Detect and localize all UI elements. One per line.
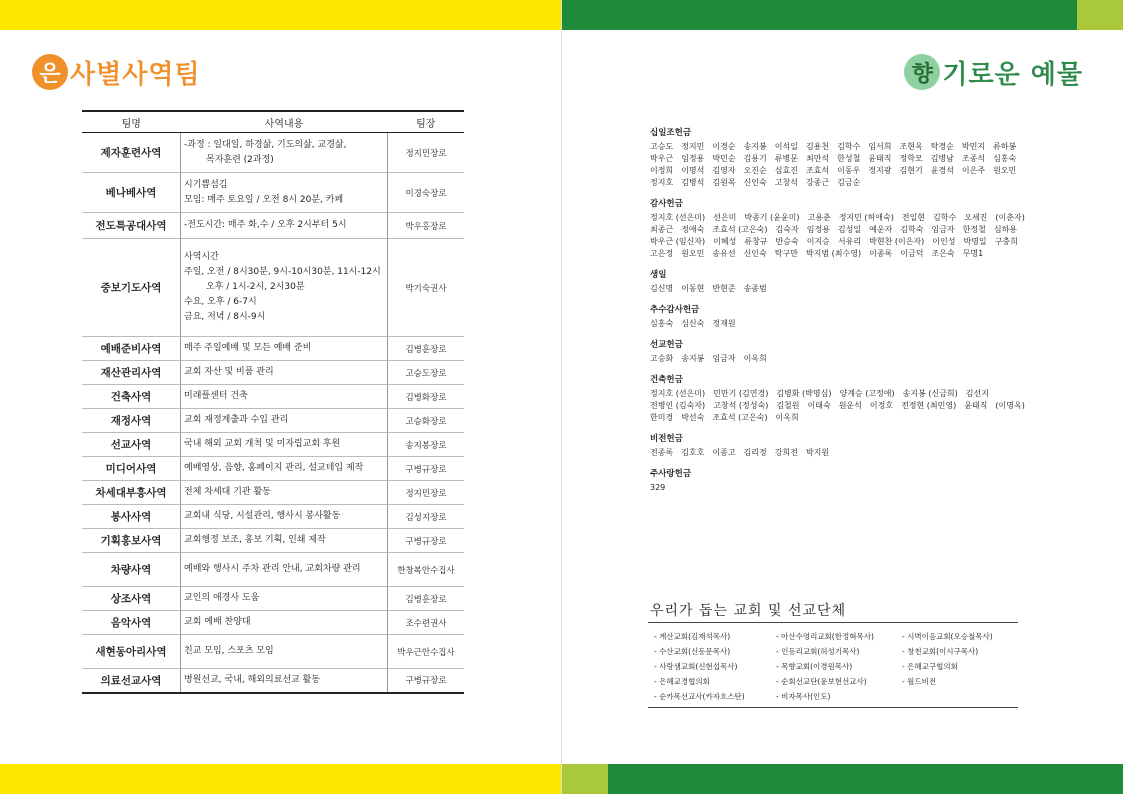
donor-name: 심하용 xyxy=(993,225,1018,234)
donor-name: 329 xyxy=(650,483,666,492)
donor-name: 조종석 xyxy=(961,154,986,163)
donor-name: 김성일 xyxy=(837,225,862,234)
donor-name: 이명석 xyxy=(681,166,705,175)
donor-name: 전일현 xyxy=(901,213,926,222)
team-name: 기획홍보사역 xyxy=(82,529,181,553)
team-leader: 구병규장로 xyxy=(388,529,465,553)
table-row xyxy=(82,587,464,611)
donor-name: 고은정 xyxy=(650,249,674,258)
offering-group-title: 추수감사헌금 xyxy=(650,305,700,315)
donor-name: 이은주 xyxy=(961,166,986,175)
ministry-table xyxy=(82,110,464,694)
support-item: - 아산수영리교회(한정혁목사) xyxy=(776,632,874,641)
title-circle-right: 향 xyxy=(904,54,940,90)
support-column-3 xyxy=(902,629,993,689)
team-leader: 고승화장로 xyxy=(388,409,465,433)
content-line: 교회행정 보조, 홍보 기획, 인쇄 제작 xyxy=(184,535,326,545)
support-item: - 은혜교경협의회 xyxy=(654,677,710,686)
donor-name: 한성철 xyxy=(837,154,861,163)
support-list xyxy=(648,622,1018,708)
team-content xyxy=(181,669,388,693)
team-content xyxy=(181,635,388,669)
team-content xyxy=(181,529,388,553)
donor-name: 조효석 xyxy=(805,166,830,175)
donor-name: 예운자 xyxy=(869,225,893,234)
donor-name: 송유선 xyxy=(712,249,736,258)
donor-name: 전정현 (최민영) xyxy=(901,401,957,410)
table-row xyxy=(82,481,464,505)
donor-name: 김철원 xyxy=(776,401,800,410)
donor-name: 송종범 xyxy=(743,284,767,293)
team-content xyxy=(181,611,388,635)
donor-name: 임정용 xyxy=(806,225,830,234)
donor-name: 이정희 xyxy=(650,166,674,175)
donor-name: 양계승 (고정애) xyxy=(839,389,895,398)
support-item: - 시벽이음교회(오승철목사) xyxy=(902,632,993,641)
team-content xyxy=(181,361,388,385)
title-circle-left: 은 xyxy=(32,54,68,90)
team-content xyxy=(181,213,388,239)
content-line: 교회 예배 찬양대 xyxy=(184,617,251,627)
right-page-title xyxy=(904,50,1083,94)
donor-name: 정애숙 xyxy=(681,225,705,234)
donor-name: 박민지 xyxy=(961,142,986,151)
header-team: 팀명 xyxy=(82,111,181,133)
content-line: -과정 : 일대일, 하경삶, 기도의삶, 교경삶, xyxy=(184,139,347,150)
team-content xyxy=(181,385,388,409)
donor-name: 박현찬 (이은자) xyxy=(869,237,925,246)
content-line: 예배영상, 음향, 홈페이지 관리, 설교테입 제작 xyxy=(184,463,364,473)
offering-group-title: 감사헌금 xyxy=(650,199,683,209)
content-line: 국내 해외 교회 개척 및 미자립교회 후원 xyxy=(184,439,341,449)
offering-groups xyxy=(650,126,1050,502)
team-leader: 한창복안수집사 xyxy=(388,553,465,587)
team-content xyxy=(181,173,388,213)
offering-group xyxy=(650,373,1050,424)
table-row xyxy=(82,173,464,213)
offering-group xyxy=(650,126,1050,189)
donor-name: 김리정 xyxy=(743,448,767,457)
donor-name: 이경순 xyxy=(712,142,736,151)
table-row xyxy=(82,611,464,635)
donor-name: 고창석 xyxy=(774,178,798,187)
team-name: 차량사역 xyxy=(82,553,181,587)
donor-name: 신인숙 xyxy=(743,249,767,258)
donor-name: 이옥희 xyxy=(775,413,799,422)
team-name: 중보기도사역 xyxy=(82,239,181,337)
donor-name: 구충희 xyxy=(994,237,1018,246)
donor-name: 류병문 xyxy=(774,154,798,163)
donor-name: 김학숙 xyxy=(900,225,924,234)
donor-name: 김용천 xyxy=(805,142,830,151)
donor-name: 최만석 xyxy=(805,154,830,163)
table-header-row xyxy=(82,111,464,133)
donor-name: 정지광 xyxy=(868,166,892,175)
header-leader: 팀장 xyxy=(388,111,465,133)
table-row xyxy=(82,529,464,553)
donor-name: 원오민 xyxy=(681,249,705,258)
team-name: 봉사사역 xyxy=(82,505,181,529)
donor-name: 정지호 xyxy=(650,178,674,187)
team-content xyxy=(181,337,388,361)
donor-name: 김금순 xyxy=(837,178,861,187)
bottom-bar-lightgreen xyxy=(562,764,608,794)
team-name: 음악사역 xyxy=(82,611,181,635)
team-name: 베나베사역 xyxy=(82,173,181,213)
team-leader: 정지민장로 xyxy=(388,481,465,505)
donor-name: 김현기 xyxy=(899,166,923,175)
page-gutter xyxy=(561,0,562,794)
donor-name: 김원목 xyxy=(712,178,736,187)
donor-name: 전병인 (김숙자) xyxy=(650,401,706,410)
donor-name: 강종근 xyxy=(805,178,830,187)
team-leader: 김병화장로 xyxy=(388,385,465,409)
offering-group-title: 십일조헌금 xyxy=(650,128,692,138)
donor-name: 임금자 xyxy=(712,354,736,363)
table-row xyxy=(82,409,464,433)
support-column-2 xyxy=(776,629,874,704)
donor-name: 윤태직 xyxy=(964,401,988,410)
offering-group xyxy=(650,197,1050,260)
content-line: 목자훈련 (2과정) xyxy=(206,154,274,165)
team-content xyxy=(181,505,388,529)
team-leader: 박우근안수집사 xyxy=(388,635,465,669)
left-page-title xyxy=(32,50,201,94)
offering-group xyxy=(650,432,1050,459)
table-row xyxy=(82,433,464,457)
top-bar-lightgreen xyxy=(1077,0,1123,30)
donor-name: 정지호 (선은미) xyxy=(650,389,706,398)
donor-name: 이석일 xyxy=(774,142,798,151)
content-line: 주일, 오전 / 8시30분, 9시-10시30분, 11시-12시 xyxy=(184,267,381,277)
donor-name: 조현옥 xyxy=(899,142,923,151)
team-name: 예배준비사역 xyxy=(82,337,181,361)
team-name: 상조사역 xyxy=(82,587,181,611)
donor-name: 원오민 xyxy=(993,166,1017,175)
support-item: - 순회선교단(윤보현선교사) xyxy=(776,677,867,686)
support-item: - 월드비전 xyxy=(902,677,937,686)
content-line: 시기쁨섬김 xyxy=(184,179,228,190)
donor-name: 이정호 xyxy=(869,401,894,410)
donor-name: 박종기 (윤윤미) xyxy=(744,213,800,222)
offering-group-names xyxy=(650,283,1050,295)
support-item: - 목향교회(이경원목사) xyxy=(776,662,853,671)
donor-name: 정지민 (허애숙) xyxy=(838,213,894,222)
table-row xyxy=(82,385,464,409)
team-name: 제자훈련사역 xyxy=(82,133,181,173)
donor-name: 류창규 xyxy=(744,237,768,246)
content-line: 교회 자산 및 비품 관리 xyxy=(184,367,274,377)
content-line: 모임: 매주 토요일 / 오전 8시 20분, 카페 xyxy=(184,194,344,205)
donor-name: 김용기 xyxy=(743,154,767,163)
offering-group-names xyxy=(650,388,1050,424)
content-line: 수요, 오후 / 6-7시 xyxy=(184,297,257,307)
team-content xyxy=(181,133,388,173)
donor-name: 이인성 xyxy=(932,237,956,246)
donor-name: 오세진 xyxy=(964,213,988,222)
offering-group-title: 건축헌금 xyxy=(650,375,683,385)
donor-name: 강희전 xyxy=(774,448,798,457)
team-name: 미디어사역 xyxy=(82,457,181,481)
team-content xyxy=(181,409,388,433)
donor-name: 원운석 xyxy=(838,401,862,410)
team-leader: 구병규장로 xyxy=(388,457,465,481)
donor-name: 고승도 xyxy=(650,142,674,151)
title-text-right: 기로운 예물 xyxy=(942,59,1083,90)
team-name: 재정사역 xyxy=(82,409,181,433)
support-title: 우리가 돕는 교회 및 선교단체 xyxy=(650,603,847,619)
support-item: - 사랑샘교회(신현섭목사) xyxy=(654,662,738,671)
donor-name: 임정용 xyxy=(681,154,705,163)
donor-name: 송지봉 xyxy=(681,354,705,363)
donor-name: 전종록 xyxy=(650,448,674,457)
offering-group-title: 선교헌금 xyxy=(650,340,683,350)
team-name: 새현동아리사역 xyxy=(82,635,181,669)
offering-group-names xyxy=(650,212,1050,260)
donor-name: 고창석 (정성숙) xyxy=(713,401,769,410)
donor-name: 한정철 xyxy=(962,225,986,234)
offering-group xyxy=(650,303,1050,330)
donor-name: 이종록 xyxy=(869,249,893,258)
table-row xyxy=(82,133,464,173)
donor-name: 김숙자 xyxy=(775,225,799,234)
content-line: 교회내 식당, 시설관리, 행사시 봉사활동 xyxy=(184,511,341,521)
donor-name: 조은숙 xyxy=(931,249,955,258)
donor-name: 정지민 xyxy=(681,142,705,151)
content-line: 친교 모임, 스포츠 모임 xyxy=(184,646,274,656)
donor-name: 민만기 (김연경) xyxy=(713,389,769,398)
team-content xyxy=(181,457,388,481)
team-name: 의료선교사역 xyxy=(82,669,181,693)
offering-group-names xyxy=(650,482,1050,494)
content-line: -전도시간: 매주 화,수 / 오후 2시부터 5시 xyxy=(184,220,347,230)
donor-name: 박지원 xyxy=(805,448,830,457)
donor-name: 박우근 xyxy=(650,154,674,163)
donor-name: 이지승 xyxy=(806,237,830,246)
donor-name: 고승화 xyxy=(650,354,674,363)
support-item: - 인동리교회(허성기목사) xyxy=(776,647,860,656)
support-item: - 순카목선교사(카자흐스탄) xyxy=(654,692,745,701)
offering-group-names xyxy=(650,141,1050,189)
donor-name: 송지봉 xyxy=(743,142,767,151)
donor-name: 김학수 xyxy=(933,213,957,222)
donor-name: (이명옥) xyxy=(995,401,1025,410)
donor-name: 박우근 (임신자) xyxy=(650,237,706,246)
donor-name: 김영자 xyxy=(712,166,736,175)
team-leader: 박기숙권사 xyxy=(388,239,465,337)
team-leader: 이경숙장로 xyxy=(388,173,465,213)
content-line: 예배와 행사시 주차 관리 안내, 교회차량 관리 xyxy=(184,564,361,574)
donor-name: 이종고 xyxy=(712,448,736,457)
top-bar-green xyxy=(562,0,1077,30)
offering-group xyxy=(650,268,1050,295)
donor-name: 임서희 xyxy=(868,142,892,151)
team-leader: 김성지장로 xyxy=(388,505,465,529)
donor-name: 정재원 xyxy=(712,319,736,328)
support-item: - 계산교회(김재석목사) xyxy=(654,632,731,641)
donor-name: 심효진 xyxy=(774,166,798,175)
team-content xyxy=(181,553,388,587)
donor-name: 송지봉 (신금희) xyxy=(902,389,958,398)
donor-name: 정지호 (선은미) xyxy=(650,213,706,222)
donor-name: 류하봉 xyxy=(993,142,1017,151)
donor-name: 정학모 xyxy=(899,154,923,163)
donor-name: 반현준 xyxy=(712,284,736,293)
donor-name: 탁경순 xyxy=(930,142,954,151)
team-name: 건축사역 xyxy=(82,385,181,409)
donor-name: 임금자 xyxy=(931,225,955,234)
donor-name: 조효석 (고은숙) xyxy=(712,413,768,422)
table-row xyxy=(82,553,464,587)
offering-group-names xyxy=(650,353,1050,365)
content-line: 오후 / 1시-2시, 2시30분 xyxy=(206,282,305,292)
donor-name: 윤경석 xyxy=(930,166,954,175)
offering-group-title: 주사랑헌금 xyxy=(650,469,692,479)
donor-name: 박선숙 xyxy=(681,413,705,422)
donor-name: 이혜성 xyxy=(713,237,737,246)
donor-name: 윤태직 xyxy=(868,154,892,163)
offering-group-title: 생일 xyxy=(650,270,667,280)
donor-name: 이태숙 xyxy=(807,401,831,410)
offering-group-title: 비전헌금 xyxy=(650,434,683,444)
offering-group xyxy=(650,338,1050,365)
header-content: 사역내용 xyxy=(181,111,388,133)
donor-name: 이금덕 xyxy=(900,249,924,258)
donor-name: 김선지 xyxy=(965,389,989,398)
support-item: - 은혜교구협의회 xyxy=(902,662,958,671)
team-name: 전도특공대사역 xyxy=(82,213,181,239)
offering-group xyxy=(650,467,1050,494)
donor-name: 박지범 (최수영) xyxy=(805,249,862,258)
donor-name: 김신명 xyxy=(650,284,674,293)
team-leader: 송지봉장로 xyxy=(388,433,465,457)
donor-name: 김병석 xyxy=(681,178,705,187)
team-content xyxy=(181,239,388,337)
content-line: 전체 차세대 기관 활동 xyxy=(184,487,271,497)
team-name: 차세대부흥사역 xyxy=(82,481,181,505)
team-leader: 고승도장로 xyxy=(388,361,465,385)
content-line: 교회 재정계출과 수입 관리 xyxy=(184,415,289,425)
table-row xyxy=(82,457,464,481)
donor-name: 한미경 xyxy=(650,413,674,422)
team-leader: 김병훈장로 xyxy=(388,337,465,361)
donor-name: 김병남 xyxy=(930,154,954,163)
table-row xyxy=(82,669,464,693)
donor-name: 박민순 xyxy=(712,154,736,163)
team-leader: 구병규장로 xyxy=(388,669,465,693)
table-row xyxy=(82,635,464,669)
content-line: 미래플센터 건축 xyxy=(184,391,248,401)
team-leader: 조수련권사 xyxy=(388,611,465,635)
offering-group-names xyxy=(650,318,1050,330)
content-line: 금요, 저녁 / 8시-9시 xyxy=(184,312,266,322)
donor-name: 최종근 xyxy=(650,225,674,234)
team-leader: 박우홍장로 xyxy=(388,213,465,239)
support-column-1 xyxy=(654,629,745,704)
donor-name: 심홍숙 xyxy=(650,319,674,328)
top-bar-yellow xyxy=(0,0,561,30)
donor-name: 신인숙 xyxy=(743,178,767,187)
donor-name: 고용춘 xyxy=(807,213,831,222)
table-row xyxy=(82,505,464,529)
table-row xyxy=(82,213,464,239)
donor-name: 심홍숙 xyxy=(993,154,1017,163)
content-line: 교인의 애경사 도움 xyxy=(184,593,260,603)
donor-name: 이동우 xyxy=(837,166,861,175)
donor-name: 이동현 xyxy=(681,284,705,293)
team-name: 재산관리사역 xyxy=(82,361,181,385)
support-item: - 수산교회(신동문목사) xyxy=(654,647,731,656)
donor-name: (이춘자) xyxy=(995,213,1025,222)
bottom-bar-yellow xyxy=(0,764,561,794)
donor-name: 조효석 (고은숙) xyxy=(712,225,768,234)
donor-name: 박명일 xyxy=(963,237,987,246)
donor-name: 김호호 xyxy=(681,448,705,457)
donor-name: 반승숙 xyxy=(775,237,799,246)
table-row xyxy=(82,361,464,385)
donor-name: 이옥희 xyxy=(743,354,767,363)
table-row xyxy=(82,239,464,337)
team-name: 선교사역 xyxy=(82,433,181,457)
title-text-left: 사별사역팀 xyxy=(70,59,201,90)
team-leader: 김병훈장로 xyxy=(388,587,465,611)
content-line: 매주 주일예배 및 모든 예배 준비 xyxy=(184,343,312,353)
donor-name: 오진순 xyxy=(743,166,767,175)
support-item: - 창천교회(이시구목사) xyxy=(902,647,979,656)
team-content xyxy=(181,481,388,505)
content-line: 사역시간 xyxy=(184,252,219,262)
offering-group-names xyxy=(650,447,1050,459)
team-leader: 정지민장로 xyxy=(388,133,465,173)
table-row xyxy=(82,337,464,361)
donor-name: 김병화 (박명심) xyxy=(776,389,832,398)
donor-name: 김학수 xyxy=(837,142,861,151)
team-content xyxy=(181,587,388,611)
content-line: 병원선교, 국내, 해외의료선교 활동 xyxy=(184,674,321,685)
donor-name: 서유리 xyxy=(837,237,862,246)
team-content xyxy=(181,433,388,457)
bottom-bar-green xyxy=(608,764,1123,794)
donor-name: 심신숙 xyxy=(681,319,705,328)
support-item: - 비자목사(인도) xyxy=(776,692,831,701)
donor-name: 탁구만 xyxy=(774,249,798,258)
donor-name: 선은미 xyxy=(713,213,737,222)
donor-name: 무명1 xyxy=(962,249,984,258)
